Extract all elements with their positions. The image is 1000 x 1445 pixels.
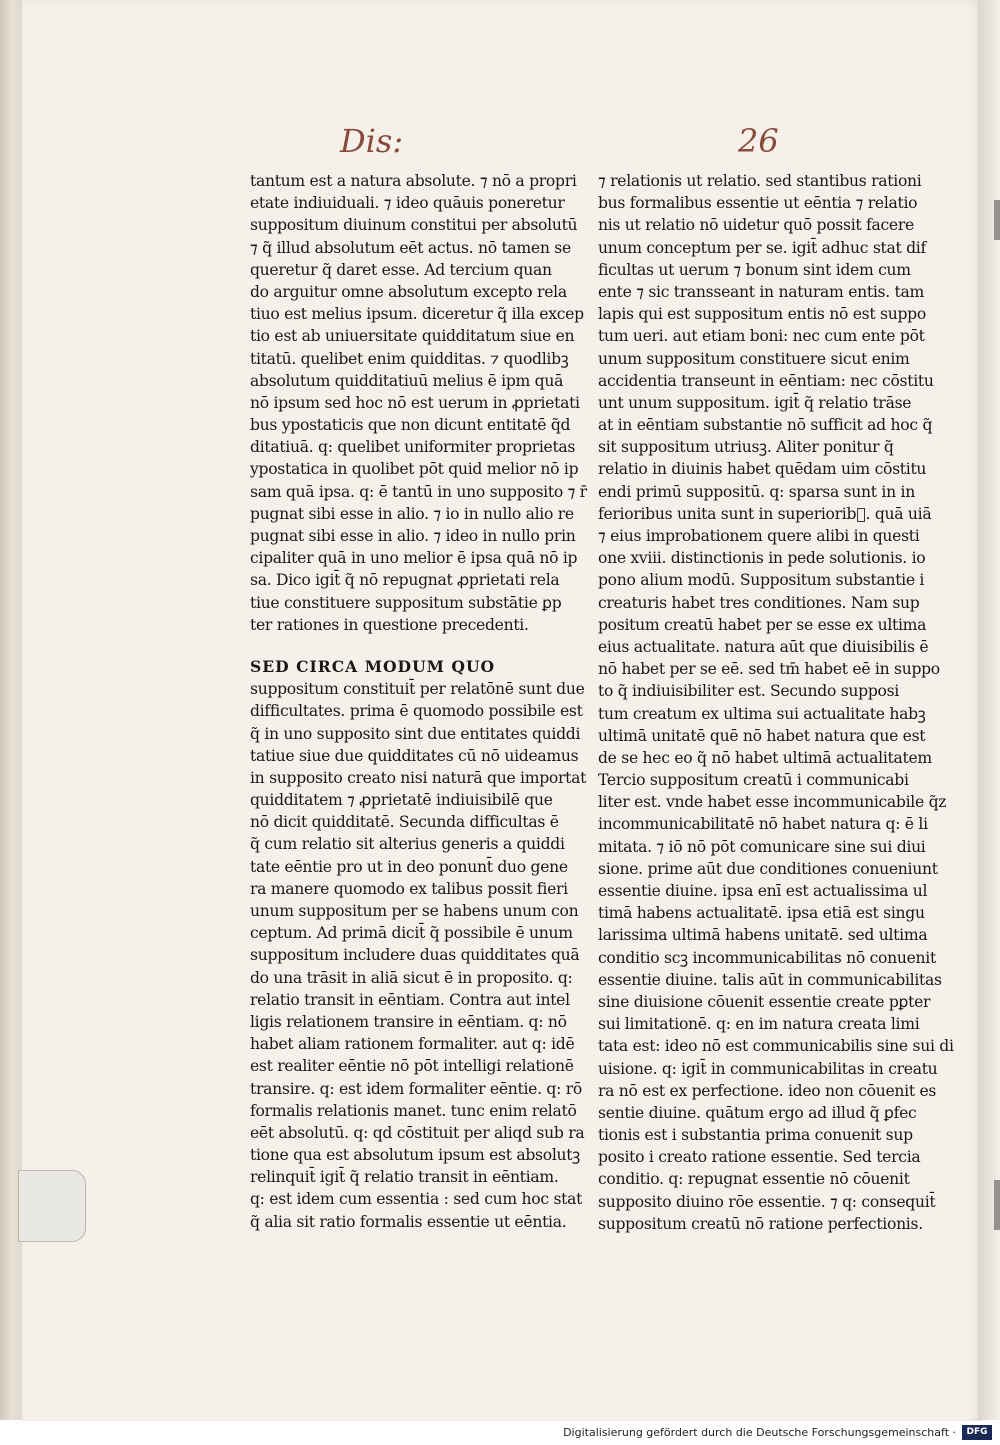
text-line: de se hec eo q̃ nō habet ultimā actualitatem: [598, 748, 932, 767]
text-line: uisione. q: igit̄ in communicabilitas in creatu: [598, 1059, 938, 1078]
running-header-left: Dis:: [340, 122, 404, 160]
text-line: habet aliam rationem formaliter. aut q: idē: [250, 1035, 575, 1054]
text-line: absolutum quidditatiuū melius ē ipm quā: [250, 371, 564, 390]
text-line: positum creatū habet per se esse ex ultima: [598, 615, 927, 634]
text-line: suppositum constituit̄ per relatōnē sunt due: [250, 680, 585, 699]
text-line: tio est ab uniuersitate quidditatum siue en: [250, 327, 575, 346]
text-line: unt unum suppositum. igit̄ q̃ relatio trāse: [598, 393, 912, 412]
text-line: pugnat sibi esse in alio. ⁊ ideo in nullo prin: [250, 527, 576, 545]
text-line: relinquit̄ igit̄ q̃ relatio transit in eēntiam.: [250, 1168, 559, 1187]
text-line: mitata. ⁊ iō nō pōt comunicare sine sui diui: [598, 837, 926, 856]
text-line: suppositum creatū nō ratione perfectionis.: [598, 1214, 923, 1233]
text-line: tatiue siue due quidditates cū nō uideamus: [250, 746, 579, 765]
text-line: tata est: ideo nō est communicabilis sine sui di: [598, 1037, 954, 1056]
text-line: lapis qui est suppositum entis nō est suppo: [598, 305, 926, 324]
text-line: creaturis habet tres conditiones. Nam sup: [598, 593, 920, 612]
text-line: essentie diuine. ipsa enī est actualissima ul: [598, 882, 928, 900]
text-line: sine diuisione cōuenit essentie create pꝑter: [598, 992, 931, 1011]
text-line: queretur q̃ daret esse. Ad tercium quan: [250, 260, 552, 279]
text-line: in supposito creato nisi naturā que importat: [250, 768, 587, 787]
text-line: relatio transit in eēntiam. Contra aut intel: [250, 990, 570, 1009]
text-line: q: est idem cum essentia : sed cum hoc stat: [250, 1190, 583, 1209]
text-line: ente ⁊ sic transseant in naturam entis. tam: [598, 282, 924, 301]
text-line: transire. q: est idem formaliter eēntie. q: rō: [250, 1079, 582, 1098]
text-line: difficultates. prima ē quomodo possibile est: [250, 702, 583, 721]
text-line: q̃ cum relatio sit alterius generis a quiddi: [250, 835, 565, 854]
text-line: relatio in diuinis habet quēdam uim cōstitu: [598, 460, 927, 479]
text-line: ⁊ eius improbationem quere alibi in questi: [598, 527, 920, 545]
text-line: unum suppositum per se habens unum con: [250, 902, 579, 920]
text-line: sui limitationē. q: en im natura creata limi: [598, 1015, 920, 1034]
text-line: titatū. quelibet enim quidditas. ⁊ quodlibꝫ: [250, 349, 569, 368]
text-line: ditatiuā. q: quelibet uniformiter proprietas: [250, 438, 576, 457]
text-line: tiue constituere suppositum substātie ꝑp: [250, 593, 562, 612]
text-line: do una trāsit in aliā sicut ē in proposito. q:: [250, 968, 573, 987]
text-line: do arguitur omne absolutum excepto rela: [250, 282, 567, 301]
bookmark-tab: [18, 1170, 86, 1242]
text-line: pugnat sibi esse in alio. ⁊ io in nullo alio re: [250, 504, 574, 523]
text-line: posito i creato ratione essentie. Sed tercia: [598, 1148, 921, 1167]
text-line: quidditatem ⁊ ꝓprietatē indiuisibilē que: [250, 791, 553, 810]
text-line: one xviii. distinctionis in pede solutionis. io: [598, 549, 926, 568]
text-line: sione. prime aūt due conditiones conueniunt: [598, 859, 938, 878]
text-line: nis ut relatio nō uidetur quō possit facere: [598, 216, 914, 235]
text-line: eius actualitate. natura aūt que diuisibilis ē: [598, 637, 929, 656]
dfg-logo: DFG: [962, 1425, 992, 1440]
text-line: accidentia transeunt in eēntiam: nec cōstitu: [598, 371, 934, 390]
text-line: Tercio suppositum creatū i communicabi: [598, 771, 909, 790]
text-line: formalis relationis manet. tunc enim relatō: [250, 1101, 577, 1120]
edge-mark: [994, 200, 1000, 240]
text-line: ligis relationem transire in eēntiam. q: nō: [250, 1012, 567, 1031]
text-line: nō ipsum sed hoc nō est uerum in ꝓprietati: [250, 393, 580, 412]
text-line: unum conceptum per se. igit̄ adhuc stat dif: [598, 238, 926, 257]
text-line: sentie diuine. quātum ergo ad illud q̃ ꝑfec: [598, 1103, 917, 1122]
text-line: ceptum. Ad primā dicit̄ q̃ possibile ē unum: [250, 924, 573, 943]
text-line: tum ueri. aut etiam boni: nec cum ente pōt: [598, 327, 925, 346]
text-line: q̃ in uno supposito sint due entitates quiddi: [250, 724, 581, 743]
text-line: suppositum diuinum constitui per absolutū: [250, 216, 578, 235]
text-line: essentie diuine. talis aūt in communicabilitas: [598, 970, 942, 989]
text-line: tate eēntie pro ut in deo ponunt̄ duo gene: [250, 857, 568, 876]
text-line: endi primū suppositū. q: sparsa sunt in in: [598, 482, 915, 501]
text-line: larissima ultimā habens unitatē. sed ultima: [598, 926, 928, 945]
text-line: nō habet per se eē. sed tm̄ habet eē in suppo: [598, 660, 940, 679]
text-line: timā habens actualitatē. ipsa etiā est singu: [598, 904, 925, 923]
text-line: liter est. vnde habet esse incommunicabile q̃z: [598, 793, 947, 812]
text-line: bus formalibus essentie ut eēntia ⁊ relatio: [598, 194, 918, 213]
section-heading: SED CIRCA MODUM QUO: [250, 656, 496, 676]
text-line: tione qua est absolutum ipsum est absolutꝫ: [250, 1146, 580, 1165]
text-line: tionis est i substantia prima conuenit sup: [598, 1126, 913, 1145]
text-line: etate indiuiduali. ⁊ ideo quāuis poneretur: [250, 194, 565, 213]
text-line: incommunicabilitatē nō habet natura q: ē li: [598, 815, 928, 834]
text-line: conditio. q: repugnat essentie nō cōuenit: [598, 1170, 910, 1189]
text-line: sam quā ipsa. q: ē tantū in uno supposito ⁊ r̄: [250, 482, 587, 501]
text-line: ter rationes in questione precedenti.: [250, 615, 529, 634]
right-column: [598, 170, 954, 1235]
text-line: conditio scꝫ incommunicabilitas nō conuenit: [598, 948, 936, 967]
text-line: tantum est a natura absolute. ⁊ nō a propri: [250, 172, 577, 190]
text-line: tiuo est melius ipsum. diceretur q̃ illa excep: [250, 305, 584, 324]
text-line: eēt absolutū. q: qd cōstituit per aliqd sub ra: [250, 1123, 585, 1142]
text-line: nō dicit quidditatē. Secunda difficultas ē: [250, 813, 559, 832]
text-line: ferioribus unita sunt in superiorib᷒. quā uiā: [598, 504, 932, 523]
text-line: ra manere quomodo ex talibus possit fieri: [250, 879, 568, 898]
edge-mark: [994, 1180, 1000, 1230]
left-column: [250, 170, 587, 1233]
text-line: ⁊ q̃ illud absolutum eēt actus. nō tamen se: [250, 238, 571, 257]
text-line: ficultas ut uerum ⁊ bonum sint idem cum: [598, 260, 911, 279]
text-line: ra nō est ex perfectione. ideo non cōuenit es: [598, 1081, 937, 1100]
text-line: ypostatica in quolibet pōt quid melior nō ip: [250, 460, 579, 479]
text-line: suppositum includere duas quidditates quā: [250, 946, 580, 965]
text-line: sa. Dico igit̄ q̃ nō repugnat ꝓprietati rela: [250, 571, 560, 590]
text-line: ultimā unitatē quē nō habet natura que est: [598, 726, 926, 745]
footer-credit: Digitalisierung gefördert durch die Deutsche Forschungsgemeinschaft ·: [563, 1426, 956, 1439]
text-line: q̃ alia sit ratio formalis essentie ut eēntia.: [250, 1212, 567, 1231]
text-line: sit suppositum utriusꝫ. Aliter ponitur q̃: [598, 438, 894, 457]
text-line: at in eēntiam substantie nō sufficit ad hoc q̃: [598, 416, 933, 435]
text-line: cipaliter quā in uno melior ē ipsa quā nō ip: [250, 549, 578, 568]
text-line: unum suppositum constituere sicut enim: [598, 349, 910, 368]
text-line: est realiter eēntie nō pōt intelligi relationē: [250, 1057, 574, 1076]
text-line: ⁊ relationis ut relatio. sed stantibus rationi: [598, 172, 922, 190]
text-line: supposito diuino rōe essentie. ⁊ q: consequit̄: [598, 1192, 936, 1211]
text-line: tum creatum ex ultima sui actualitate habꝫ: [598, 704, 926, 723]
text-line: pono alium modū. Suppositum substantie i: [598, 571, 925, 590]
running-header-right: 26: [738, 122, 779, 160]
text-line: to q̃ indiuisibiliter est. Secundo supposi: [598, 682, 899, 701]
text-line: bus ypostaticis que non dicunt entitatē q̃d: [250, 416, 571, 435]
